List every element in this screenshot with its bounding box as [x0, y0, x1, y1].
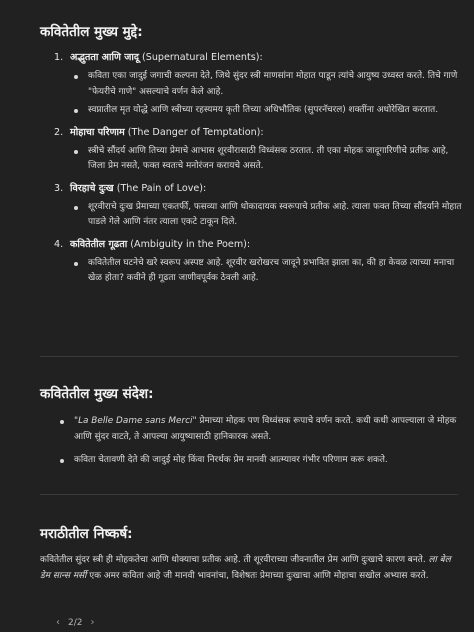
point-title-marathi: मोहाचा परिणाम — [70, 126, 125, 138]
message-bullet — [74, 414, 460, 445]
point-title — [54, 50, 468, 66]
point-item — [54, 50, 468, 119]
points-list — [40, 50, 468, 287]
response-pager — [56, 617, 94, 628]
point-item — [54, 181, 468, 231]
conclusion-italic-title: ला बेल डेम सान्स मर्सी — [40, 555, 451, 581]
point-number: 2. — [54, 126, 64, 138]
section-conclusion — [40, 524, 458, 584]
point-number: 1. — [54, 52, 64, 63]
bullet-text: शूरवीराचे दुःख प्रेमाच्या एकतर्फी, फसव्या आणि धोकादायक स्वरूपाचे प्रतीक आहे. त्याला फक्त तिच्या सौंदर्याने मोहात पाडले गेले आणि नंतर त्याला एकटे टाकून दिले. — [88, 200, 468, 231]
point-title — [54, 181, 468, 197]
point-title — [54, 237, 468, 253]
section-main-message — [40, 384, 460, 477]
section-heading-main-message: कवितेतील मुख्य संदेश: — [40, 386, 154, 402]
section-heading-conclusion: मराठीतील निष्कर्ष: — [40, 526, 133, 542]
section-main-points — [40, 12, 468, 293]
point-number: 3. — [54, 182, 64, 194]
bullet-text: स्त्रीचे सौंदर्य आणि तिच्या प्रेमाचे आभास शूरवीरासाठी विध्वंसक ठरतात. ती एका मोहक जादूगारिणीचे प्रतीक आहे, जिला प्रेम नसते, फक्त स्वतःचे मनोरंजन करायचे असते. — [88, 144, 468, 175]
section-divider — [40, 356, 458, 357]
bullet-text: स्वप्नातील मृत योद्धे आणि स्त्रीच्या रहस्यमय कृती तिच्या अधिभौतिक (सुपरनॅचरल) शक्तींना अधोरेखित करतात. — [88, 103, 468, 119]
section-divider — [40, 494, 458, 495]
chevron-right-icon[interactable]: › — [90, 617, 95, 628]
point-title-english: (The Danger of Temptation): — [127, 126, 264, 138]
point-title-english: (Ambiguity in the Poem): — [130, 238, 251, 250]
point-title — [54, 125, 468, 141]
bullet-text: कविता एका जादुई जगाची कल्पना देते, जिथे सुंदर स्त्री माणसांना मोहात पाडून त्यांचे आयुष्य उध्वस्त करते. तिचे गाणे "फेयरीचे गाणे" असल्याचे वर्णन केले आहे. — [88, 69, 468, 100]
point-bullets — [54, 200, 468, 231]
point-title-marathi: अद्भुतता आणि जादू — [70, 52, 139, 63]
conclusion-text: एक अमर कविता आहे जी मानवी भावनांचा, विशेषतः प्रेमाच्या दुःखाचा आणि मोहाचा सखोल अभ्यास करते. — [86, 571, 429, 581]
point-title-marathi: कवितेतील गूढता — [70, 238, 128, 250]
point-bullets — [54, 256, 468, 287]
conclusion-paragraph — [40, 552, 458, 584]
point-number: 4. — [54, 238, 64, 250]
message-bullet-text: प्रेमाच्या मोहक पण विध्वंसक रूपाचे वर्णन करते. कधी कधी आपल्याला जे मोहक आणि सुंदर वाटते, ते आपल्या आयुष्यासाठी हानिकारक असते. — [74, 416, 457, 442]
conclusion-text: कवितेतील सुंदर स्त्री ही मोहकतेचा आणि धोक्याचा प्रतीक आहे. ती शूरवीराच्या जीवनातील प्रेम आणि दुःखाचे कारण बनते. — [40, 555, 429, 565]
poem-title-italic: "La Belle Dame sans Merci" — [74, 416, 197, 426]
bullet-text: कवितेतील घटनेचे खरे स्वरूप अस्पष्ट आहे. शूरवीर खरोखरच जादूने प्रभावित झाला का, की हा केवळ त्याच्या मनाचा खेळ होता? कवीने ही गूढता जाणीवपूर्वक ठेवली आहे. — [88, 256, 468, 287]
point-title-english: (Supernatural Elements): — [142, 52, 263, 63]
point-item — [54, 125, 468, 175]
point-bullets — [54, 69, 468, 119]
point-item — [54, 237, 468, 287]
message-bullet — [74, 453, 460, 469]
message-bullet-text: कविता चेतावणी देते की जादुई मोह किंवा निरर्थक प्रेम मानवी आत्म्यावर गंभीर परिणाम करू शकते. — [74, 455, 388, 465]
point-title-english: (The Pain of Love): — [116, 182, 207, 194]
pager-label: 2/2 — [68, 617, 83, 628]
section-heading-main-points: कवितेतील मुख्य मुद्दे: — [40, 24, 143, 40]
point-title-marathi: विरहाचे दुःख — [70, 182, 114, 194]
chevron-left-icon[interactable]: ‹ — [56, 617, 60, 628]
message-bullets — [40, 414, 460, 469]
point-bullets — [54, 144, 468, 175]
